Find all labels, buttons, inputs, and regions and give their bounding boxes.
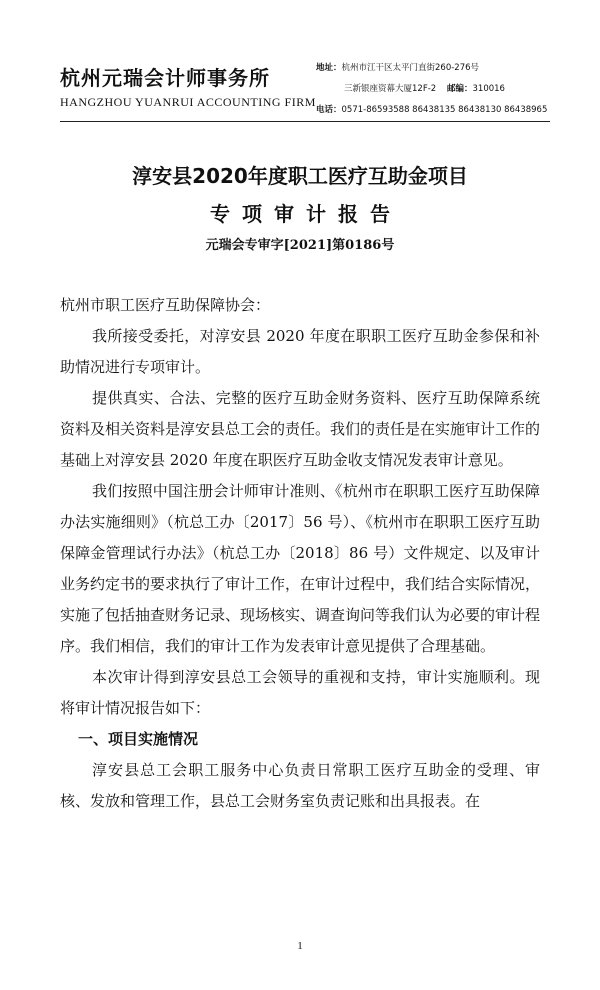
report-body [60,290,540,817]
firm-name-english: HANGZHOU YUANRUI ACCOUNTING FIRM [60,95,316,109]
page-number: 1 [297,940,303,952]
section-heading: 一、项目实施情况 [78,730,199,748]
report-title: 淳安县2020年度职工医疗互助金项目 [132,164,468,188]
address-text-1: 杭州市江干区太平门直街260-276号 [341,63,480,73]
paragraph-3: 我们按照中国注册会计师审计准则、《杭州市在职职工医疗互助保障办法实施细则》（杭总工办〔2017〕56 号）、《杭州市在职职工医疗互助保障金管理试行办法》（杭总工办〔2018〕86 号）文件规定、以及审计业务约定书的要求执行了审计工作，在审计过程中，我们结合实际情况，实施了包括抽查财务记录、现场核实、调查询问等我们认为必要的审计程序。我们相信，我们的审计工作为发表审计意见提供了合理基础。 [60,482,541,655]
firm-name-chinese: 杭州元瑞会计师事务所 [60,66,270,90]
address-line-2 [316,79,547,100]
letterhead [60,58,550,120]
address-text-2: 三新银座资幕大厦12F-2 [344,84,437,94]
paragraph-2: 提供真实、合法、完整的医疗互助金财务资料、医疗互助保障系统资料及相关资料是淳安县总工会的责任。我们的责任是在实施审计工作的基础上对淳安县 2020 年度在职医疗互助金收支情况发表审计意见。 [60,389,541,469]
paragraph-1: 我所接受委托，对淳安县 2020 年度在职职工医疗互助金参保和补助情况进行专项审计。 [60,327,540,376]
document-number: 元瑞会专审字[2021]第0186号 [205,238,395,253]
phone-numbers: 0571-86593588 86438135 86438130 86438965 [341,105,548,115]
postcode-text: 310016 [472,84,505,94]
address-line-1 [316,58,547,79]
address-label: 地址： [316,63,342,73]
letterhead-divider [60,121,550,122]
paragraph-4: 本次审计得到淳安县总工会领导的重视和支持，审计实施顺利。现将审计情况报告如下： [60,668,540,717]
report-subtitle: 专项审计报告 [210,202,402,226]
phone-line [316,100,547,121]
phone-label: 电话： [316,105,342,115]
section-paragraph: 淳安县总工会职工服务中心负责日常职工医疗互助金的受理、审核、发放和管理工作，县总工会财务室负责记账和出具报表。在 [60,761,540,810]
postcode-label: 邮编： [447,84,473,94]
addressee: 杭州市职工医疗互助保障协会： [60,296,271,314]
contact-info [316,58,547,121]
